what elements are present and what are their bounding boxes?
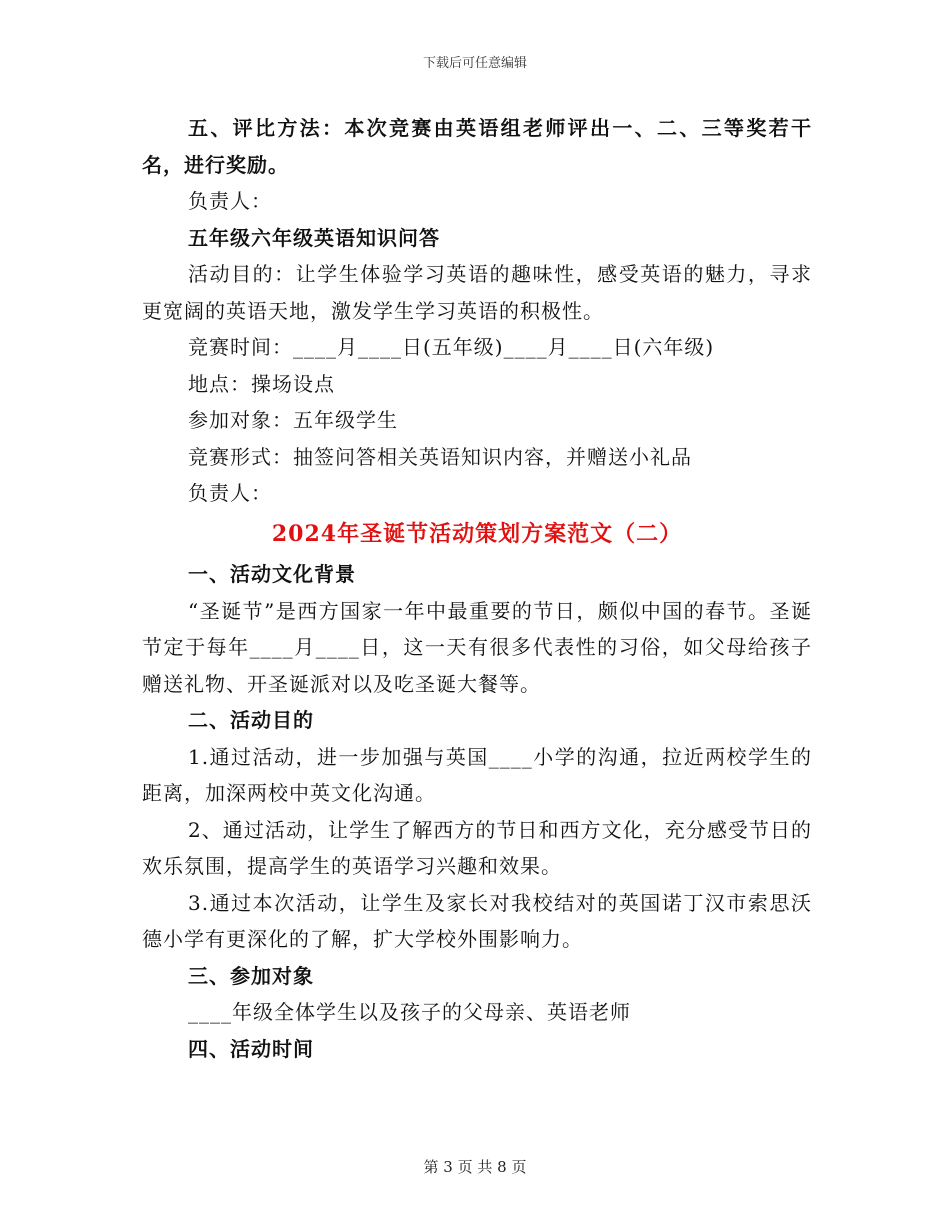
purpose-item-3: 3.通过本次活动，让学生及家长对我校结对的英国诺丁汉市索思沃德小学有更深化的了解，扩大学校外围影响力。: [142, 890, 812, 951]
purpose-item-1: 1.通过活动，进一步加强与英国____小学的沟通，拉近两校学生的距离，加深两校中英文化沟通。: [142, 744, 812, 805]
location-line: 地点：操场设点: [188, 371, 335, 396]
document-body: [142, 110, 812, 1067]
competition-time-line: 竞赛时间：____月____日(五年级)____月____日(六年级): [188, 335, 715, 359]
section-heading-time: 四、活动时间: [188, 1036, 314, 1061]
competition-format-line: 竞赛形式：抽签问答相关英语知识内容，并赠送小礼品: [188, 444, 692, 469]
section-heading-purpose: 二、活动目的: [188, 708, 314, 732]
document-title: 2024年圣诞节活动策划方案范文（二）: [271, 520, 683, 547]
section-heading-participants: 三、参加对象: [188, 963, 314, 988]
purpose-item-2: 2、通过活动，让学生了解西方的节日和西方文化，充分感受节日的欢乐氛围，提高学生的英语学习兴趣和效果。: [142, 817, 812, 878]
activity-purpose-paragraph: 活动目的：让学生体验学习英语的趣味性，感受英语的魅力，寻求更宽阔的英语天地，激发学生学习英语的积极性。: [142, 262, 812, 323]
quiz-heading: 五年级六年级英语知识问答: [188, 225, 440, 250]
participants-paragraph: ____年级全体学生以及孩子的父母亲、英语老师: [188, 1000, 631, 1024]
background-paragraph: “圣诞节”是西方国家一年中最重要的节日，颇似中国的春节。圣诞节定于每年____月____日，这一天有很多代表性的习俗，如父母给孩子赠送礼物、开圣诞派对以及吃圣诞大餐等。: [142, 598, 812, 696]
person-in-charge-line: 负责人：: [188, 189, 272, 213]
page-footer: 第 3 页 共 8 页: [423, 1158, 527, 1176]
evaluation-method-paragraph: 五、评比方法：本次竞赛由英语组老师评出一、二、三等奖若干名，进行奖励。: [142, 116, 812, 177]
person-in-charge-line-2: 负责人：: [188, 481, 272, 505]
section-heading-background: 一、活动文化背景: [188, 562, 356, 586]
participants-line: 参加对象：五年级学生: [188, 408, 398, 432]
page-header: 下载后可任意编辑: [422, 56, 527, 71]
